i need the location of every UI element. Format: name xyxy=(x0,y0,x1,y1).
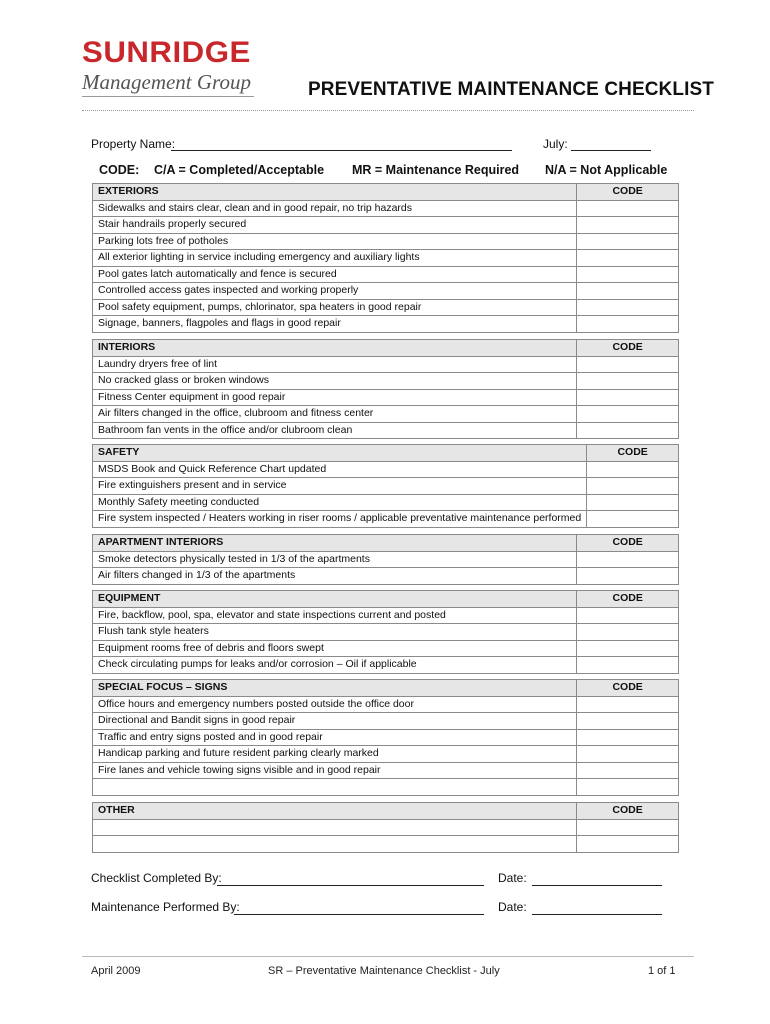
checklist-row xyxy=(93,819,679,836)
code-entry-cell[interactable] xyxy=(577,624,679,641)
checklist-item: Pool safety equipment, pumps, chlorinator, spa heaters in good repair xyxy=(93,299,577,316)
section-title: SAFETY xyxy=(93,445,587,462)
code-entry-cell[interactable] xyxy=(577,696,679,713)
section-table xyxy=(92,339,679,439)
checklist-item[interactable] xyxy=(93,779,577,796)
section-title: EXTERIORS xyxy=(93,184,577,201)
code-entry-cell[interactable] xyxy=(577,266,679,283)
section-table xyxy=(92,534,679,585)
checklist-item: Directional and Bandit signs in good repair xyxy=(93,713,577,730)
code-entry-cell[interactable] xyxy=(587,461,679,478)
company-logo xyxy=(82,38,257,102)
checklist-item: Laundry dryers free of lint xyxy=(93,356,577,373)
completed-by-field[interactable] xyxy=(217,885,484,886)
checklist-row xyxy=(93,316,679,333)
checklist-item[interactable] xyxy=(93,836,577,853)
code-entry-cell[interactable] xyxy=(577,373,679,390)
code-entry-cell[interactable] xyxy=(587,511,679,528)
checklist-item: All exterior lighting in service including emergency and auxiliary lights xyxy=(93,250,577,267)
checklist-item: Air filters changed in 1/3 of the apartments xyxy=(93,568,577,585)
checklist-row xyxy=(93,478,679,495)
checklist-item: Pool gates latch automatically and fence is secured xyxy=(93,266,577,283)
code-entry-cell[interactable] xyxy=(577,299,679,316)
checklist-item: Fire system inspected / Heaters working in riser rooms / applicable preventative maintenance performed xyxy=(93,511,587,528)
code-column-header: CODE xyxy=(577,803,679,820)
footer-divider xyxy=(82,956,694,957)
section-header-row xyxy=(93,803,679,820)
checklist-row xyxy=(93,713,679,730)
code-na: N/A = Not Applicable xyxy=(545,163,668,177)
code-entry-cell[interactable] xyxy=(577,250,679,267)
checklist-row xyxy=(93,422,679,439)
checklist-item: Equipment rooms free of debris and floors swept xyxy=(93,640,577,657)
code-entry-cell[interactable] xyxy=(577,779,679,796)
checklist-item: Stair handrails properly secured xyxy=(93,217,577,234)
checklist-item[interactable] xyxy=(93,819,577,836)
month-field[interactable] xyxy=(571,150,651,151)
code-entry-cell[interactable] xyxy=(577,568,679,585)
checklist-item: Bathroom fan vents in the office and/or clubroom clean xyxy=(93,422,577,439)
code-entry-cell[interactable] xyxy=(577,233,679,250)
checklist-row xyxy=(93,494,679,511)
code-entry-cell[interactable] xyxy=(577,762,679,779)
month-label: July: xyxy=(543,137,568,151)
checklist-row xyxy=(93,200,679,217)
checklist-row xyxy=(93,568,679,585)
footer-date: April 2009 xyxy=(91,965,141,977)
code-ca: C/A = Completed/Acceptable xyxy=(154,163,325,177)
section-header-row xyxy=(93,680,679,697)
checklist-row xyxy=(93,373,679,390)
code-column-header: CODE xyxy=(577,535,679,552)
code-legend-label: CODE: xyxy=(99,163,140,177)
checklist-row xyxy=(93,779,679,796)
checklist-row xyxy=(93,657,679,674)
checklist-item: Monthly Safety meeting conducted xyxy=(93,494,587,511)
checklist-item: Smoke detectors physically tested in 1/3 of the apartments xyxy=(93,551,577,568)
completed-date-label: Date: xyxy=(498,871,527,885)
logo-wordmark: SUNRIDGE xyxy=(82,36,251,69)
checklist-item: Fitness Center equipment in good repair xyxy=(93,389,577,406)
checklist-item: Handicap parking and future resident parking clearly marked xyxy=(93,746,577,763)
code-column-header: CODE xyxy=(577,591,679,608)
checklist-row xyxy=(93,607,679,624)
performed-date-label: Date: xyxy=(498,900,527,914)
checklist-row xyxy=(93,696,679,713)
checklist-row xyxy=(93,836,679,853)
logo-underline xyxy=(82,96,254,97)
performed-by-row xyxy=(91,900,691,920)
checklist-row xyxy=(93,640,679,657)
code-column-header: CODE xyxy=(577,184,679,201)
code-mr: MR = Maintenance Required xyxy=(352,163,520,177)
section-header-row xyxy=(93,591,679,608)
header-divider xyxy=(82,110,694,111)
property-name-field[interactable] xyxy=(171,150,512,151)
code-entry-cell[interactable] xyxy=(587,478,679,495)
section-table xyxy=(92,590,679,674)
checklist-row xyxy=(93,389,679,406)
completed-date-field[interactable] xyxy=(532,885,662,886)
checklist-row xyxy=(93,233,679,250)
code-column-header: CODE xyxy=(577,680,679,697)
checklist-row xyxy=(93,299,679,316)
checklist-row xyxy=(93,266,679,283)
code-entry-cell[interactable] xyxy=(577,836,679,853)
checklist-item: Controlled access gates inspected and working properly xyxy=(93,283,577,300)
code-entry-cell[interactable] xyxy=(577,217,679,234)
checklist-item: Fire lanes and vehicle towing signs visible and in good repair xyxy=(93,762,577,779)
code-entry-cell[interactable] xyxy=(577,200,679,217)
checklist-row xyxy=(93,406,679,423)
code-entry-cell[interactable] xyxy=(577,551,679,568)
checklist-row xyxy=(93,729,679,746)
checklist-row xyxy=(93,217,679,234)
performed-by-field[interactable] xyxy=(234,914,484,915)
code-entry-cell[interactable] xyxy=(577,746,679,763)
checklist-item: Air filters changed in the office, clubroom and fitness center xyxy=(93,406,577,423)
checklist-item: Signage, banners, flagpoles and flags in good repair xyxy=(93,316,577,333)
performed-by-label: Maintenance Performed By: xyxy=(91,900,240,914)
section-table xyxy=(92,802,679,853)
checklist-row xyxy=(93,762,679,779)
performed-date-field[interactable] xyxy=(532,914,662,915)
code-entry-cell[interactable] xyxy=(577,406,679,423)
code-entry-cell[interactable] xyxy=(577,607,679,624)
checklist-row xyxy=(93,461,679,478)
section-header-row xyxy=(93,535,679,552)
section-title: OTHER xyxy=(93,803,577,820)
code-entry-cell[interactable] xyxy=(577,283,679,300)
completed-by-label: Checklist Completed By: xyxy=(91,871,222,885)
section-title: APARTMENT INTERIORS xyxy=(93,535,577,552)
code-entry-cell[interactable] xyxy=(577,422,679,439)
section-table xyxy=(92,183,679,333)
section-title: INTERIORS xyxy=(93,340,577,357)
section-header-row xyxy=(93,340,679,357)
checklist-row xyxy=(93,511,679,528)
checklist-item: No cracked glass or broken windows xyxy=(93,373,577,390)
code-entry-cell[interactable] xyxy=(577,713,679,730)
footer-page-number: 1 of 1 xyxy=(648,965,676,977)
section-title: EQUIPMENT xyxy=(93,591,577,608)
checklist-row xyxy=(93,746,679,763)
checklist-item: Check circulating pumps for leaks and/or corrosion – Oil if applicable xyxy=(93,657,577,674)
code-column-header: CODE xyxy=(587,445,679,462)
section-header-row xyxy=(93,445,679,462)
logo-subtitle: Management Group xyxy=(82,70,251,94)
code-entry-cell[interactable] xyxy=(587,494,679,511)
checklist-row xyxy=(93,250,679,267)
section-table xyxy=(92,444,679,528)
section-header-row xyxy=(93,184,679,201)
page-title: PREVENTATIVE MAINTENANCE CHECKLIST xyxy=(308,79,714,100)
property-name-label: Property Name: xyxy=(91,137,176,151)
code-entry-cell[interactable] xyxy=(577,657,679,674)
checklist-row xyxy=(93,283,679,300)
checklist-item: Fire extinguishers present and in service xyxy=(93,478,587,495)
completed-by-row xyxy=(91,871,691,891)
footer-document-name: SR – Preventative Maintenance Checklist - July xyxy=(268,965,500,977)
checklist-item: Parking lots free of potholes xyxy=(93,233,577,250)
code-entry-cell[interactable] xyxy=(577,729,679,746)
code-entry-cell[interactable] xyxy=(577,389,679,406)
checklist-row xyxy=(93,551,679,568)
section-title: SPECIAL FOCUS – SIGNS xyxy=(93,680,577,697)
code-entry-cell[interactable] xyxy=(577,640,679,657)
section-table xyxy=(92,679,679,796)
checklist-item: Flush tank style heaters xyxy=(93,624,577,641)
checklist-row xyxy=(93,624,679,641)
code-column-header: CODE xyxy=(577,340,679,357)
code-entry-cell[interactable] xyxy=(577,356,679,373)
checklist-row xyxy=(93,356,679,373)
checklist-item: Traffic and entry signs posted and in good repair xyxy=(93,729,577,746)
code-entry-cell[interactable] xyxy=(577,819,679,836)
checklist-item: MSDS Book and Quick Reference Chart updated xyxy=(93,461,587,478)
checklist-item: Fire, backflow, pool, spa, elevator and state inspections current and posted xyxy=(93,607,577,624)
checklist-item: Sidewalks and stairs clear, clean and in good repair, no trip hazards xyxy=(93,200,577,217)
code-entry-cell[interactable] xyxy=(577,316,679,333)
checklist-item: Office hours and emergency numbers posted outside the office door xyxy=(93,696,577,713)
